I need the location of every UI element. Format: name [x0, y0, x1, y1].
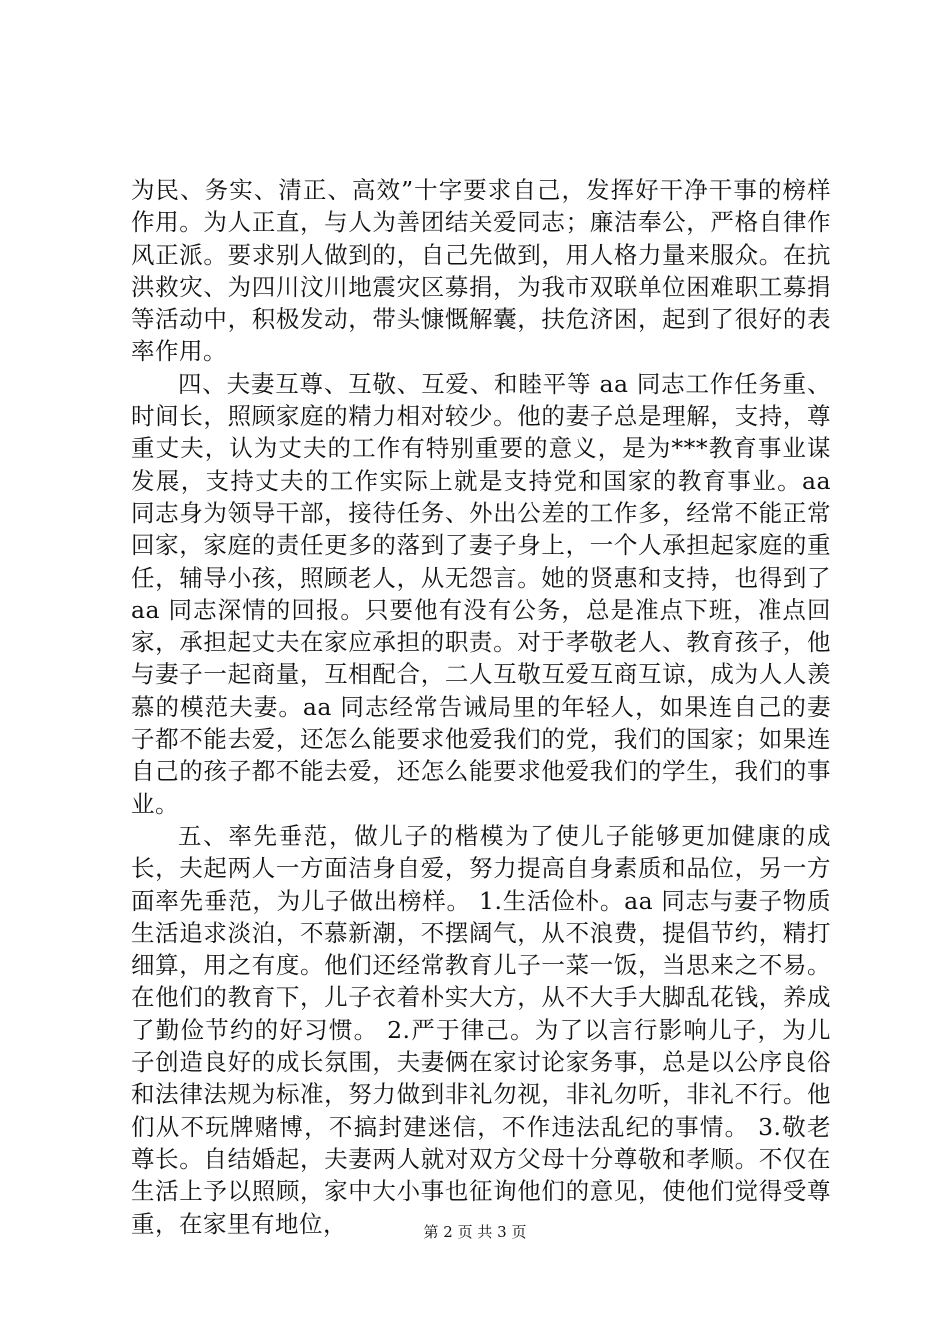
body-paragraph-section-four: 四、夫妻互尊、互敬、互爱、和睦平等 aa 同志工作任务重、时间长，照顾家庭的精力相对较少。他的妻子总是理解，支持，尊重丈夫，认为丈夫的工作有特别重要的意义，是为***教育事业谋发展，支持丈夫的工作实际上就是支持党和国家的教育事业。aa 同志身为领导干部，接待任务、外出公差的工作多，经常不能正常回家，家庭的责任更多的落到了妻子身上，一个人承担起家庭的重任，辅导小孩，照顾老人，从无怨言。她的贤惠和支持，也得到了 aa 同志深情的回报。只要他有没有公务，总是准点下班，准点回家，承担起丈夫在家应承担的职责。对于孝敬老人、教育孩子，他与妻子一起商量，互相配合，二人互敬互爱互商互谅，成为人人羡慕的模范夫妻。aa 同志经常告诫局里的年轻人，如果连自己的妻子都不能去爱，还怎么能要求他爱我们的党，我们的国家；如果连自己的孩子都不能去爱，还怎么能要求他爱我们的学生，我们的事业。	[131, 369, 831, 818]
page-number-footer: 第 2 页 共 3 页	[423, 1223, 527, 1241]
document-body	[131, 174, 831, 1240]
body-paragraph-continuation: 为民、务实、清正、高效”十字要求自己，发挥好干净干事的榜样作用。为人正直，与人为善团结关爱同志；廉洁奉公，严格自律作风正派。要求别人做到的，自己先做到，用人格力量来服众。在抗洪救灾、为四川汶川地震灾区募捐，为我市双联单位困难职工募捐等活动中，积极发动，带头慷慨解囊，扶危济困，起到了很好的表率作用。	[131, 176, 831, 366]
body-paragraph-section-five: 五、率先垂范，做儿子的楷模为了使儿子能够更加健康的成长，夫起两人一方面洁身自爱，努力提高自身素质和品位，另一方面率先垂范，为儿子做出榜样。 1.生活俭朴。aa 同志与妻子物质生活追求淡泊，不慕新潮，不摆阔气，从不浪费，提倡节约，精打细算，用之有度。他们还经常教育儿子一菜一饭，当思来之不易。在他们的教育下，儿子衣着朴实大方，从不大手大脚乱花钱，养成了勤俭节约的好习惯。 2.严于律己。为了以言行影响儿子，为儿子创造良好的成长氛围，夫妻俩在家讨论家务事，总是以公序良俗和法律法规为标准，努力做到非礼勿视，非礼勿听，非礼不行。他们从不玩牌赌博，不搞封建迷信，不作违法乱纪的事情。 3.敬老尊长。自结婚起，夫妻两人就对双方父母十分尊敬和孝顺。不仅在生活上予以照顾，家中大小事也征询他们的意见，使他们觉得受尊重，在家里有地位，	[131, 821, 831, 1238]
